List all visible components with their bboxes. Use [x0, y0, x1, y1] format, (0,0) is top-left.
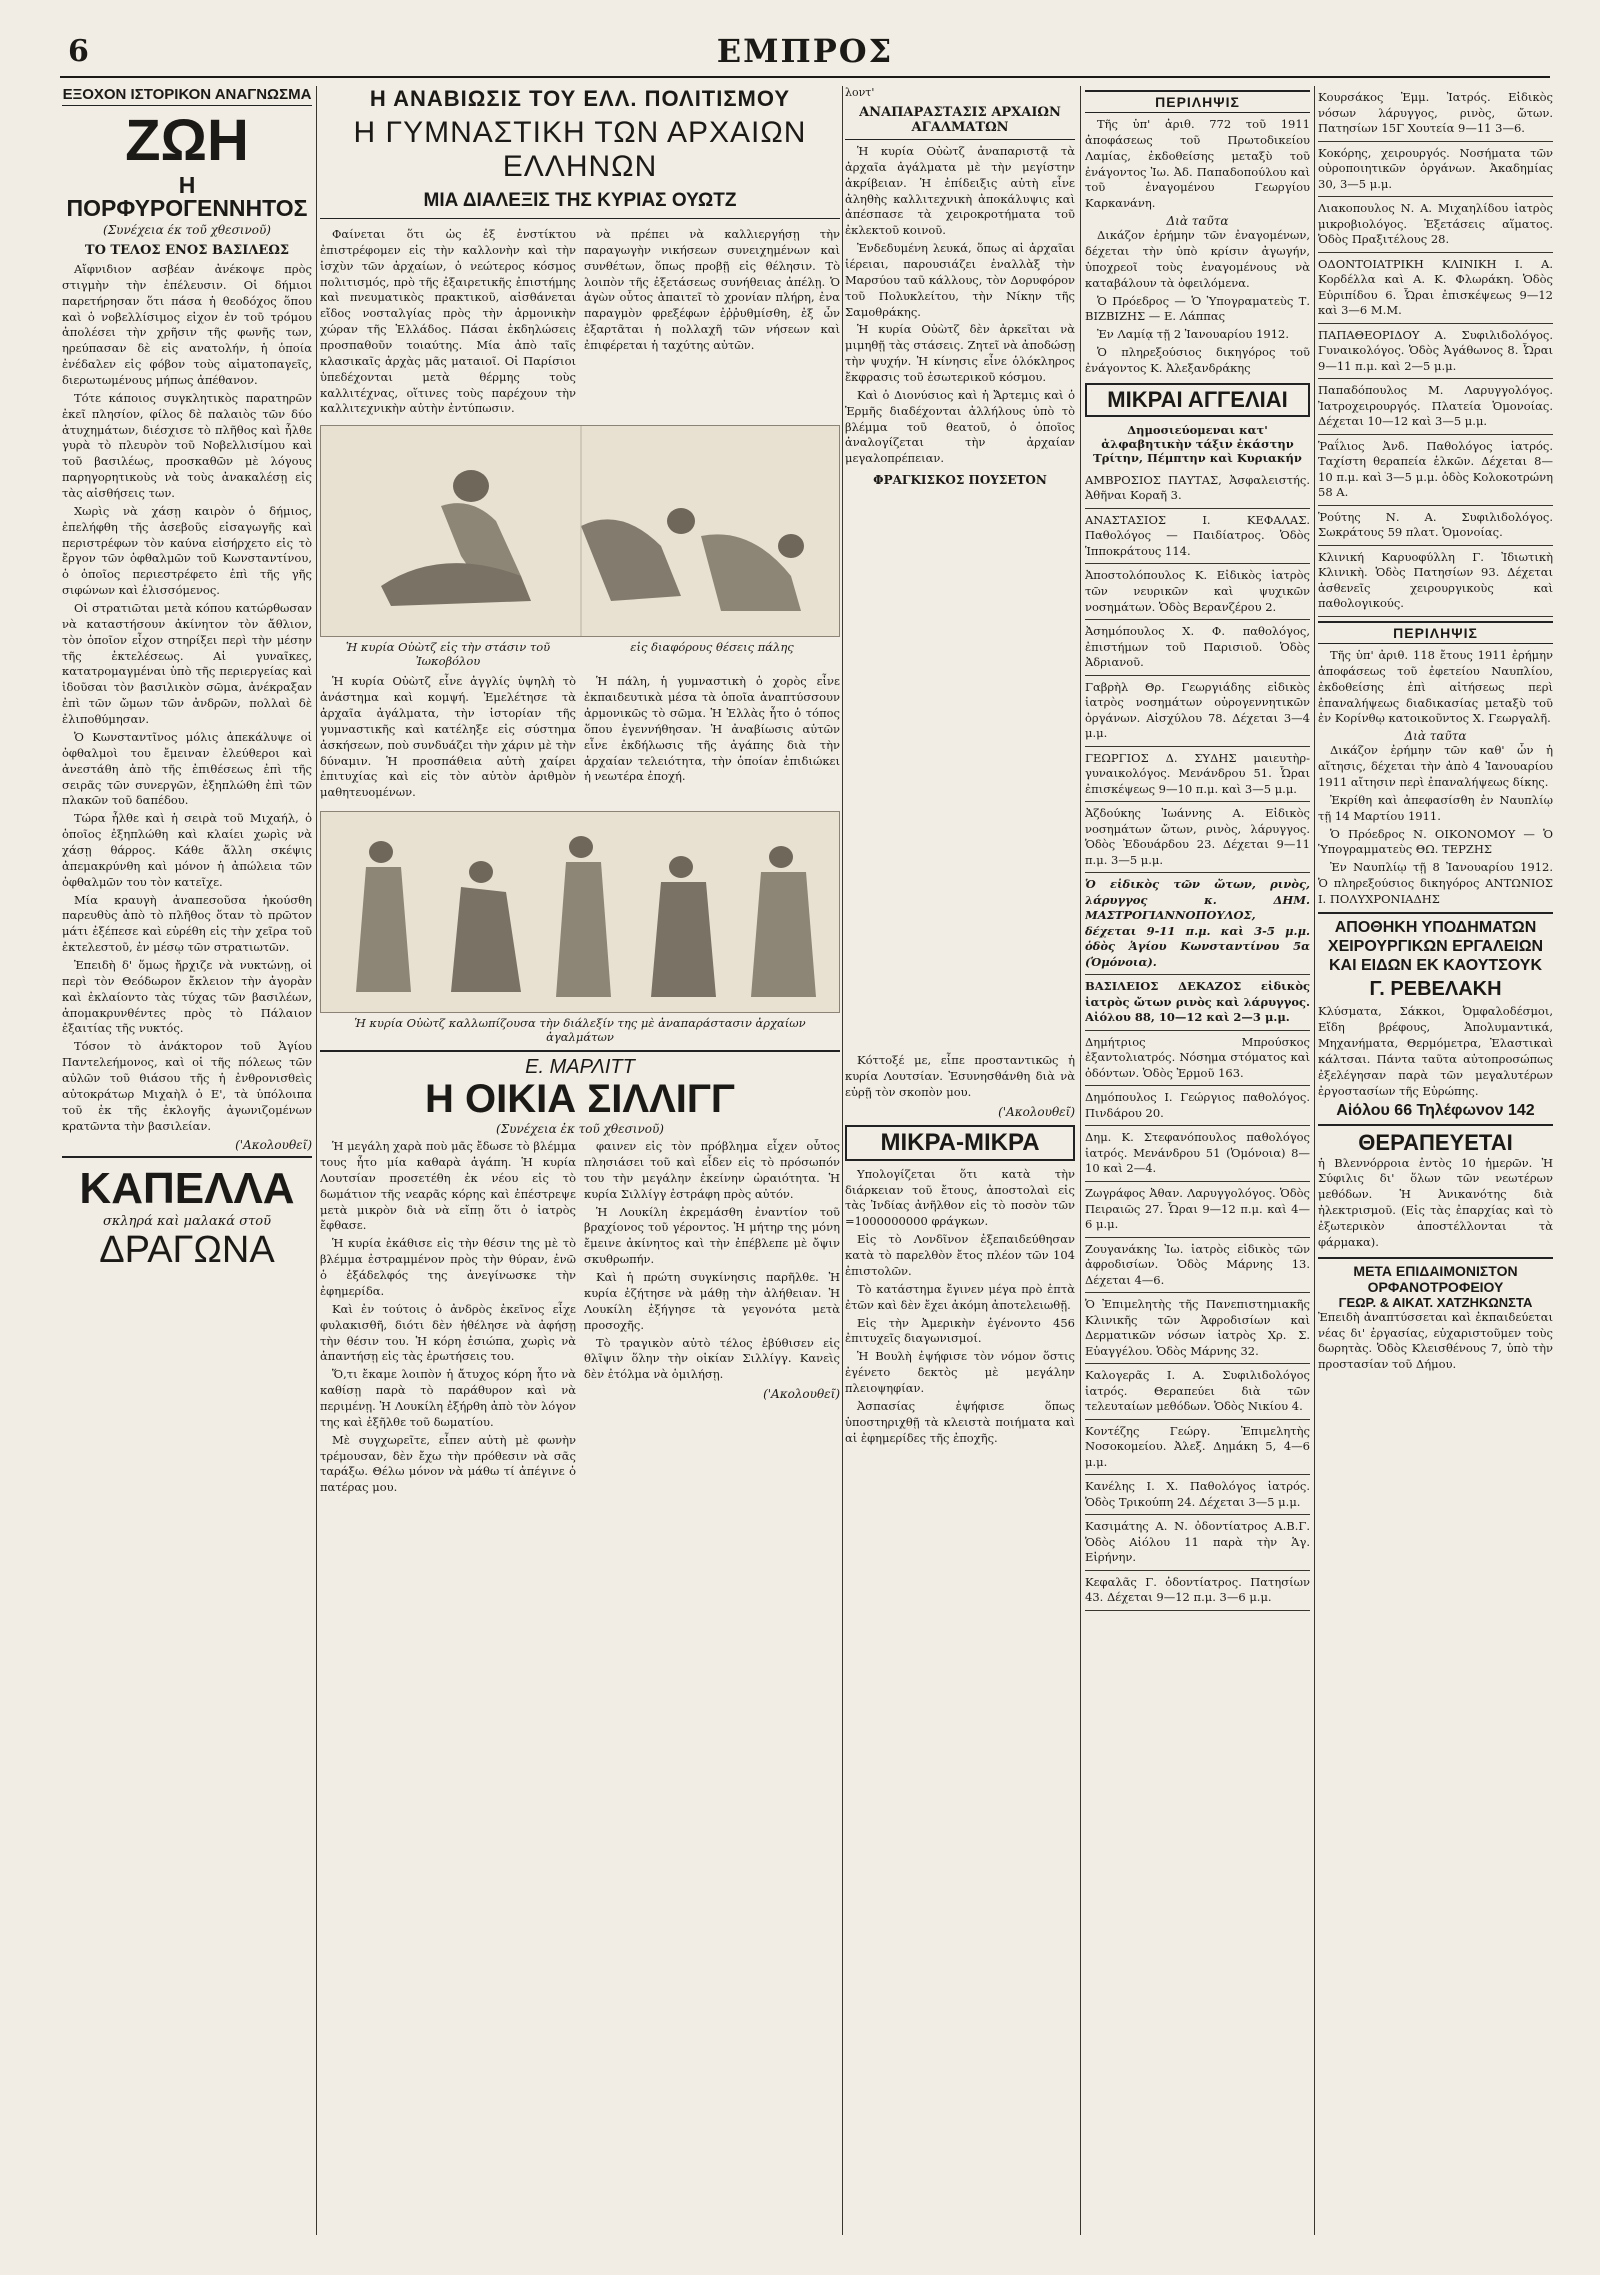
chapter-title: ΤΟ ΤΕΛΟΣ ΕΝΟΣ ΒΑΣΙΛΕΩΣ [84, 243, 290, 258]
wrestling-illustration [321, 426, 840, 636]
shoe-ad-text: Κλύσματα, Σάκκοι, Ὀμφαλοδέσμοι, Εἴδη βρέφους, Ἀπολυμαντικά, Μηχανήματα, Θερμόμετρα, Ἐλαστικαὶ κάλτσαι. Πάντα ταῦτα αὐτοπροσώπως ἐξελέγησαν παρὰ τῶν μεγαλυτέρων ἐργοστασίων τῆς Εὐρώπης. [1318, 1004, 1553, 1098]
novel-text [320, 1139, 840, 1498]
classified-ad: Κεφαλᾶς Γ. ὀδοντίατρος. Πατησίων 43. Δέχεται 9—12 π.μ. 3—6 μ.μ. [1085, 1571, 1310, 1611]
article-paragraph: Ἐπειδὴ δ' ὅμως ἤρχιζε νὰ νυκτώνῃ, οἱ περὶ τὸν Θεόδωρον ἔκλειον τὴν ἀγορὰν καὶ ἐκλαίοντο τὰς τύχας τῶν βασιλέων, ἀπομακρυνθέντες πρὸς τὸ Πάλαιον ἐξαιτίας τῆς νυκτός. [62, 957, 312, 1036]
article-paragraph: Φαίνεται ὅτι ὡς ἐξ ἐνστίκτου ἐπιστρέφομεν εἰς τὴν καλλονὴν καὶ τὴν ἰσχὺν τῶν ἀρχαίων, ὁ νεώτερος κόσμος πολιτισμός, πρὸ τῆς ἐξαιρετικῆς ἐπιστήμης καὶ πνευματικὸς πρακτικοῦ, αἰσθάνεται εἴδος νοσταλγίας πρὸς τὴν ἁρμονικὴν χώραν τῆς Ἑλλάδος. Πάσαι ἐκδηλώσεις προσπαθοῦν τοιαύτης. Μία ἀπὸ ταῖς κλασικαῖς ἀρχὰς μᾶς ματαιοῖ. Οἱ Παρίσιοι ὑπεδέχονται μετὰ θέρμης τοὺς καλλιτέχνας, οἵτινες τοὺς παρέχουν τὴν καλλιτεχνικὴν αὐτὴν ἐντύπωσιν. [320, 227, 576, 416]
novel-paragraph: Μὲ συγχωρεῖτε, εἶπεν αὐτὴ μὲ φωνὴν τρέμουσαν, δὲν ἔχω τὴν πρόθεσιν νὰ σᾶς ταράξω. Θέλω μόνον νὰ μάθω τί ἀπέγινε ὁ πατέρας μου. [320, 1432, 576, 1495]
article-paragraph: Ἡ κυρία Οὐὼτζ δὲν ἀρκεῖται νὰ μιμηθῇ τὰς στάσεις. Ζητεῖ νὰ ἀποδώσῃ τὴν ψυχήν. Ἡ κίνησις εἶνε ὁλόκληρος ἔκφρασις τοῦ ἐσωτερικοῦ κόσμου. [845, 322, 1075, 385]
article-subheadline: ΜΙΑ ΔΙΑΛΕΞΙΣ ΤΗΣ ΚΥΡΙΑΣ ΟΥΩΤΖ [320, 190, 840, 219]
notice-text: Τῆς ὑπ' ἀριθ. 118 ἔτους 1911 ἐρήμην ἀποφάσεως τοῦ ἐφετείου Ναυπλίου, ἐκδοθείσης ἐπὶ αἰτήσεως περὶ ἐπαναλήψεως διαδικασίας μεταξὺ τοῦ ἐν Κορίνθῳ κατοικοῦντος Χ. Γεωργαλῆ. [1318, 647, 1553, 726]
article-byline: ΦΡΑΓΚΙΣΚΟΣ ΠΟΥΣΕΤΟΝ [873, 473, 1047, 488]
classified-ad: Ἀποστολόπουλος Κ. Εἰδικὸς ἰατρὸς τῶν νευρικῶν καὶ ψυχικῶν νοσημάτων. Ὁδὸς Βερανζέρου 2. [1085, 564, 1310, 620]
column-ads [1318, 86, 1553, 2235]
article-paragraph: Αἴφνιδιον ασβέαν ἀνέκοψε πρὸς στιγμὴν τὴν ἐπέλευσιν. Οἱ δήμιοι παρετήρησαν ὅτι πάσα ἡ θεοδόχος ὅπου καὶ ὁ νοβελλίσιμος εἰχον ἐν τοῦ τρόμου ἀπολέσει τὴν χρῆσιν τῆς φωνῆς των, ηρεύπασαν δὲ εἰς ανατολήν, ἡ ὁποία ἐνέδαλεν εἰς φόβον τοὺς αἱματοπαγεῖς, διερωτωμένους μήπως ἀπέθανον. [62, 262, 312, 388]
continued-note: ('Ακολουθεῖ) [235, 1138, 312, 1153]
notice-text: Δικάζον ἐρήμην τῶν καθ' ὧν ἡ αἴτησις, δέχεται τὴν ἀπὸ 4 Ἰανουαρίου 1911 αἴτησιν περὶ ἐπαναλήψεως δίκης. [1318, 743, 1553, 789]
classified-ad: ΒΑΣΙΛΕΙΟΣ ΔΕΚΑΖΟΣ εἰδικὸς ἰατρὸς ὤτων ρινὸς καὶ λάρυγγος. Αἰόλου 88, 10—12 καὶ 2—3 μ.μ. [1085, 975, 1310, 1031]
article-paragraph: Ὁ Κωνσταντῖνος μόλις ἀπεκάλυψε οἱ ὀφθαλμοὶ του ἔμειναν ἐλεύθεροι καὶ ἀνεστάθη ἀπὸ τῆς ἐπιθέσεως ἐπὶ τῆς σειρᾶς τῶν συνεργῶν, ἐξηπλώθη ἐπὶ τῶν πλακῶν τοῦ δαπέδου. [62, 729, 312, 808]
ad-shop-name: ΔΡΑΓΩΝΑ [99, 1229, 275, 1272]
classified-ad: Ζωγράφος Ἀθαν. Λαρυγγολόγος. Ὁδὸς Πειραιῶς 27. Ὧραι 9—12 π.μ. καὶ 4—6 μ.μ. [1085, 1182, 1310, 1238]
classified-ad: ΓΕΩΡΓΙΟΣ Δ. ΣΥΔΗΣ μαιευτὴρ-γυναικολόγος. Μενάνδρου 51. Ὧραι ἐπισκέψεως 9—10 π.μ. καὶ 3—5 μ.μ. [1085, 747, 1310, 803]
statues-title: ΑΝΑΠΑΡΑΣΤΑΣΙΣ ΑΡΧΑΙΩΝ ΑΓΑΛΜΑΤΩΝ [845, 105, 1075, 140]
column-rule [842, 86, 843, 2235]
mikra-item: Ἀσπασίας ἐψήφισε ὅπως ὑποστηριχθῇ τὰ κλειστὰ ποιήματα καὶ αἱ ἐφημερίδες τῆς ἐποχῆς. [845, 1398, 1075, 1445]
novel-paragraph: Καὶ ἐν τούτοις ὁ ἀνδρὸς ἐκεῖνος εἶχε φυλακισθῆ, διότι δὲν ἠθέλησε νὰ ἀφήσῃ τὴν θέσιν του. Ἡ κόρη ἐσιώπα, χωρὶς νὰ ἀπαντήσῃ εἰς τὰς ἐρωτήσεις του. [320, 1301, 576, 1364]
article-paragraph: Οἱ στρατιῶται μετὰ κόπου κατώρθωσαν νὰ καταστήσουν ἀκίνητον τὸν ἄθλιον, τὸν ὁποῖον εἶχον στηρίξει περὶ τὴν μέσην τῆς ἐκτελέσεως. Αἱ γυναῖκες, κατατρομαγμέναι ὑπὸ τῆς περιεργείας καὶ ἰδοῦσαι τὸν βασιλικὸν σῶμα, ἀνέκραξαν ἐπὶ τῶν ὤμων τῶν ἀνδρῶν, πολλαὶ δὲ ἐλιποθύμησαν. [62, 601, 312, 727]
serial-title-main: ΖΩΗ [125, 108, 249, 173]
novel-serial [320, 1050, 840, 1498]
continued-note: ('Ακολουθεῖ) [998, 1104, 1075, 1119]
hat-advertisement [62, 1156, 312, 1272]
article-paragraph: Ἡ πάλη, ἡ γυμναστικὴ ὁ χορὸς εἶνε ἐκπαιδευτικὰ μέσα τὰ ὁποῖα ἀναπτύσσουν ἀρμονικῶς τὸ σῶμα. Ἡ Ἑλλὰς ἦτο ὁ τόπος ὅπου ἐγεννήθησαν. Ἡ ἀναβίωσις αὐτῶν εἶνε ἐκδήλωσις τῆς ἀγάπης διὰ τὴν ἀρχαίαν τελειότητα, τὴν ὁποίαν ἐπιδιώκει ἡ νεωτέρα ἐποχή. [584, 674, 840, 784]
article-paragraph: νὰ πρέπει νὰ καλλιεργήσῃ τὴν παραγωγὴν νικήσεων συνειχημένων καὶ συνθέτων, ὅπως προβῇ εἰς θέλησιν. Τὸ λοιπὸν τῆς ἐξετάσεως συνήθειας ἀπέλῃ. Ὁ ἀγὼν οὗτος ἀπαιτεῖ τὸ χρονίαν πλήρη, ἐνα παραγμὸν φρεξέφων ἐῤῥυθμίσθη, ἐξ ὧν ἐξαρτᾶται ἡ πολλαχῆ τῶν νήσεων καὶ ἐπιφέρεται ἡ ταχύτης αὐτῶν. [584, 227, 840, 353]
serial-title-sub: Η ΠΟΡΦΥΡΟΓΕΝΝΗΤΟΣ [66, 172, 308, 221]
article-text-middle [320, 674, 840, 803]
shoe-ad-address: Αἰόλου 66 Τηλέφωνον 142 [1336, 1101, 1535, 1119]
photo-caption: Ἡ κυρία Οὐὼτζ καλλωπίζουσα τὴν διάλεξίν της μὲ ἀναπαράστασιν ἀρχαίων ἀγαλμάτων [354, 1016, 806, 1045]
novel-paragraph: Καὶ ἡ πρώτη συγκίνησις παρῆλθε. Ἡ κυρία ἐζήτησε νὰ μάθῃ τὴν ἀλήθειαν. Ἡ Λουκίλη ἐξήγησε τὰ γεγονότα μετὰ προσοχῆς. [584, 1270, 840, 1332]
masthead [60, 28, 1550, 78]
classified-ad: Κοντέζης Γεώργ. Ἐπιμελητὴς Νοσοκομείου. Ἀλεξ. Δημάκη 5, 4—6 μ.μ. [1085, 1420, 1310, 1476]
notice-text: Ἐν Λαμίᾳ τῇ 2 Ἰανουαρίου 1912. [1097, 327, 1290, 342]
classifieds-title: ΜΙΚΡΑΙ ΑΓΓΕΛΙΑΙ [1085, 383, 1310, 417]
column-gymnastics-article [320, 86, 840, 2235]
periliipsis-title: ΠΕΡΙΛΗΨΙΣ [1318, 621, 1553, 644]
classified-ad: Κανέλης Ι. Χ. Παθολόγος ἰατρός. Ὁδὸς Τρικούπη 24. Δέχεται 3—5 μ.μ. [1085, 1475, 1310, 1515]
mikra-item: Εἰς τὸ Λονδῖνον ἐξεπαιδεύθησαν κατὰ τὸ παρελθὸν ἔτος πλέον τῶν 104 ἐπιστολῶν. [845, 1232, 1075, 1278]
classified-ad: Κουρσάκος Ἐμμ. Ἰατρός. Εἰδικὸς νόσων λάρυγγος, ρινὸς, ὤτων. Πατησίων 15Γ Χουτεία 9—11 3—6. [1318, 86, 1553, 142]
column-notices [1085, 86, 1310, 2235]
article-paragraph: Καὶ ὁ Διονύσιος καὶ ἡ Ἄρτεμις καὶ ὁ Ἑρμῆς διαδέχονται ἀλλήλους ὑπὸ τὸ βλέμμα τοῦ θεατοῦ, ὁ ὁποῖος ἀναλογίζεται τὴν ἀρχαίαν μεγαλοπρέπειαν. [845, 387, 1075, 466]
classified-ad: Ῥαΐλιος Ἀνδ. Παθολόγος ἰατρός. Ταχίστη θεραπεία ἑλκῶν. Δέχεται 8—10 π.μ. καὶ 3—5 μ.μ. ὁδὸς Κολοκοτρώνη 58 Α. [1318, 435, 1553, 506]
novel-title: Η ΟΙΚΙΑ ΣΙΛΛΙΓΓ [425, 1077, 735, 1122]
shoe-store-ad [1318, 912, 1553, 1126]
continued-note: ('Ακολουθεῖ) [763, 1387, 840, 1402]
novel-author: Ε. ΜΑΡΛΙΤΤ [525, 1056, 635, 1079]
column-label: λοντ' [845, 86, 875, 99]
notice-text: Ὁ Πρόεδρος Ν. ΟΙΚΟΝΟΜΟΥ — Ὁ Ὑπογραμματεὺς ΘΩ. ΤΕΡΖΗΣ [1318, 826, 1553, 857]
photo-captions [320, 637, 840, 674]
column-historical-serial [62, 86, 312, 2235]
ad-text: σκληρά καὶ μαλακά στοῦ [103, 1214, 271, 1230]
classified-ad: Δημόπουλος Ι. Γεώργιος παθολόγος. Πινδάρου 20. [1085, 1086, 1310, 1126]
mikra-item: Εἰς τὴν Ἀμερικὴν ἐγένοντο 456 ἐπιτυχεῖς διαγωνισμοί. [845, 1315, 1075, 1346]
column-rule [1080, 86, 1081, 2235]
classified-ad: Δημ. Κ. Στεφανόπουλος παθολόγος ἰατρός. Μενάνδρου 51 (Ὁμόνοια) 8—10 καὶ 2—4. [1085, 1126, 1310, 1182]
column-statues [845, 86, 1075, 2235]
article-paragraph: Ἡ κυρία Οὐὼτζ ἀναπαριστᾷ τὰ ἀρχαῖα ἀγάλματα μὲ τὴν μεγίστην ἀκρίβειαν. Ἡ ἐπίδειξις αὐτὴ εἶνε ἀληθὴς καλλιτεχνικὴ ἀποκάλυψις καὶ ἀπέσπασε τὰ χειροκροτήματα τοῦ ἐκλεκτοῦ κοινοῦ. [845, 144, 1075, 238]
article-paragraph: Χωρὶς νὰ χάσῃ καιρὸν ὁ δήμιος, ἐπελήφθη τῆς ἀσεβοῦς εἰσαγωγῆς καὶ περιστρέφων τὸν καύνα εἰσήρχετο εἰς τὸ ἔργον τῶν ὀφθαλμῶν τοῦ Κωνσταντίνου, ὁ ὁποῖος περιεστρέφετο ἐπὶ τῆς γῆς σιφώνων καὶ ἑλισσόμενος. [62, 503, 312, 598]
photo-caption: εἰς διαφόρους θέσεις πάλης [630, 640, 794, 655]
classified-ad: ΠΑΠΑΘΕΟΡΙΔΟΥ Α. Συφιλιδολόγος. Γυναικολόγος. Ὁδὸς Ἀγάθωνος 8. Ὧραι 9—11 π.μ. καὶ 2—5 μ.μ. [1318, 324, 1553, 380]
notice-text: Ἐν Ναυπλίῳ τῇ 8 Ἰανουαρίου 1912. Ὁ πληρεξούσιος δικηγόρος ΑΝΤΩΝΙΟΣ Ι. ΠΟΛΥΧΡΟΝΙΑΔΗΣ [1318, 860, 1553, 906]
article-overline: Η ΑΝΑΒΙΩΣΙΣ ΤΟΥ ΕΛΛ. ΠΟΛΙΤΙΣΜΟΥ [369, 86, 791, 111]
notice-text: Ὁ Πρόεδρος — Ὁ Ὑπογραματεὺς Τ. ΒΙΖΒΙΖΗΣ — Ε. Λάππας [1085, 293, 1310, 324]
photo-statue-poses [320, 811, 840, 1013]
classifieds-subtitle: Δημοσιεύομεναι κατ' ἀλφαβητικὴν τάξιν ἑκάστην Τρίτην, Πέμπτην καὶ Κυριακήν [1093, 422, 1302, 465]
article-headline: Η ΓΥΜΝΑΣΤΙΚΗ ΤΩΝ ΑΡΧΑΙΩΝ ΕΛΛΗΝΩΝ [353, 116, 807, 183]
classified-ad: Ἀζδούκης Ἰωάννης Α. Εἰδικὸς νοσημάτων ὤτων, ρινὸς, λάρυγγος. Ὁδὸς Ἐδουάρδου 23. Δέχεται 9—11 π.μ. 3—5 μ.μ. [1085, 802, 1310, 873]
novel-paragraph: Ἡ Λουκίλη ἐκρεμάσθη ἐναντίον τοῦ βραχίονος τοῦ γέροντος. Ἡ μήτηρ της μόνη ἔμεινε ἀκίνητος καὶ τὴν ἐπέβλεπε μὲ ὄψιν σκυθρωπήν. [584, 1204, 840, 1267]
notice-text: Ἐκρίθη καὶ ἀπεφασίσθη ἐν Ναυπλίῳ τῇ 14 Μαρτίου 1911. [1318, 792, 1553, 823]
clinic-ad-text: ἡ Βλεννόρροια ἐντὸς 10 ἡμερῶν. Ἡ Σύφιλις δι' ὅλων τῶν νεωτέρων μεθόδων. Ἡ Ἀνικανότης διὰ ἠλεκτρισμοῦ. (Εἰς τὰς ἐπαρχίας καὶ τὸ ἐξωτερικὸν ἀποστέλλονται τὰ φάρμακα). [1318, 1155, 1553, 1249]
ad-title: ΚΑΠΕΛΛΑ [79, 1164, 295, 1214]
classified-ad: Γαβρὴλ Θρ. Γεωργιάδης εἰδικὸς ἰατρὸς νοσημάτων οὐρογεννητικῶν ὀργάνων. Αἰσχύλου 78. Δέχεται 3—4 μ.μ. [1085, 676, 1310, 747]
classified-ad: Ζουγανάκης Ἰω. ἰατρὸς εἰδικὸς τῶν ἀφροδισίων. Ὁδὸς Μάρνης 13. Δέχεται 4—6. [1085, 1238, 1310, 1294]
spacer-under-photo [845, 493, 1075, 1053]
column-rule [316, 86, 317, 2235]
clinic-ad-title: ΘΕΡΑΠΕΥΕΤΑΙ [1358, 1129, 1513, 1155]
orphanage-ad-title: ΜΕΤΑ ΕΠΙΔΑΙΜΟΝΙΣΤΟΝ ΟΡΦΑΝΟΤΡΟΦΕΙΟΥ [1353, 1262, 1518, 1295]
orphanage-ad-name: ΓΕΩΡ. & ΑΙΚΑΤ. ΧΑΤΖΗΚΩΝΣΤΑ [1338, 1294, 1533, 1310]
novel-paragraph: Τὸ τραγικὸν αὐτὸ τέλος ἐβύθισεν εἰς θλῖψιν ὅλην τὴν οἰκίαν Σιλλίγγ. Κανεὶς δὲν ἐτόλμα νὰ ὁμιλήσῃ. [584, 1335, 840, 1382]
clinic-ad [1318, 1126, 1553, 1259]
article-paragraph: Ἐνδεδυμένη λευκά, ὅπως αἱ ἀρχαῖαι ἱέρειαι, παρουσιάζει ἐναλλὰξ τὴν Μαρσύου ταῦ κάλλους, τὸν Δορυφόρον τοῦ Πολυκλείτου, τὴν Νίκην τῆς Σαμοθράκης. [845, 241, 1075, 319]
article-paragraph: Ἡ κυρία Οὐὼτζ εἶνε ἀγγλίς ὑψηλὴ τὸ ἀνάστημα καὶ κομψή. Ἐμελέτησε τὰ ἀρχαῖα ἀγάλματα, τὴν ἱστορίαν τῆς γυμναστικῆς καὶ κατέληξε εἰς σύστημα ἀσκήσεων, ποὺ συνδυάζει τὴν χάριν μὲ τὴν δύναμιν. Ἡ προσπάθεια αὐτὴ χαίρει ἐπιτυχίας καὶ εἰς τὸν αὐτὸν ἀριθμὸν μαθητευομένων. [320, 674, 576, 800]
photo-wrestling-figures [320, 425, 840, 637]
photo-caption: Ἡ κυρία Οὐὼτζ εἰς τὴν στάσιν τοῦ Ἰωκοβόλου [345, 640, 551, 669]
classified-ad: Ἀσημόπουλος Χ. Φ. παθολόγος, ἐπιστήμων τοῦ Παρισιοῦ. Ὁδὸς Ἀδριανοῦ. [1085, 620, 1310, 676]
classified-ad: Ῥούτης Ν. Α. Συφιλιδολόγος. Σωκράτους 59 πλατ. Ὁμονοίας. [1318, 506, 1553, 546]
novel-paragraph: Ἡ κυρία ἐκάθισε εἰς τὴν θέσιν της μὲ τὸ βλέμμα ἐστραμμένον πρὸς τὴν θύραν, ἐνῶ ὁ ἐξάδελφός της ἀνεγίνωσκε τὴν ἐφημερίδα. [320, 1236, 576, 1298]
article-paragraph: Τόσον τὸ ἀνάκτορον τοῦ Ἁγίου Παντελεήμονος, καὶ οἱ τῆς πόλεως τῶν αὐλῶν τοῦ θιάσου τῆς ἡ ἐνθρονισθεὶς αὐτοκράτωρ Μιχαὴλ ὁ Ε', τὰ ὑπόλοιπα τοῦ ἐκ τῆς ἐκλογῆς ἀγωνιζομένων κρατῶντα τὴν βασιλείαν. [62, 1039, 312, 1133]
shoe-ad-title: ΑΠΟΘΗΚΗ ΥΠΟΔΗΜΑΤΩΝ ΧΕΙΡΟΥΡΓΙΚΩΝ ΕΡΓΑΛΕΙΩΝ ΚΑΙ ΕΙΔΩΝ ΕΚ ΚΑΟΥΤΣΟΥΚ [1327, 918, 1544, 975]
article-paragraph: Κόττοξέ με, εἶπε προσταντικῶς ἡ κυρία Λουτσίαν. Ἐσυνησθάνθη διὰ νὰ εὐρῇ τὸν σκοπὸν μου. [845, 1053, 1075, 1099]
mikra-item: Τὸ κατάστημα ἔγινεν μέγα πρὸ ἑπτὰ ἐτῶν καὶ δὲν ἔχει ἀκόμη ἀποτελειωθῇ. [845, 1281, 1075, 1312]
novel-paragraph: Ἡ μεγάλη χαρὰ ποὺ μᾶς ἔδωσε τὸ βλέμμα τους ἦτο μία καθαρὰ ἀγάπη. Ἡ κυρία Λουτσίαν προσετέθη ἐκ νέου εἰς τὸ δωμάτιον τῆς νεαρᾶς κόρης καὶ ἐπέστρεψε μετὰ μικρὸν διὰ νὰ εἴπῃ ὅτι ὁ ἰατρὸς ἔφθασε. [320, 1139, 576, 1233]
column-rule [1314, 86, 1315, 2235]
article-paragraph: Μία κραυγὴ ἀναπεσοῦσα ἠκούσθη παρευθὺς ἀπὸ τὸ πλῆθος ὅταν τὸ πρῶτον μάτι ἐξέπεσε καὶ εὑρέθη εἰς τὴν χεῖρα τοῦ ἐκτελεστοῦ, ἐν μέσῳ τῶν στρατιωτῶν. [62, 892, 312, 955]
serial-kicker: ΕΞΟΧΟΝ ΙΣΤΟΡΙΚΟΝ ΑΝΑΓΝΩΣΜΑ [62, 86, 312, 106]
statue-illustration [321, 812, 840, 1012]
mikra-mikra-header: ΜΙΚΡΑ-ΜΙΚΡΑ [845, 1125, 1075, 1161]
article-text-top [320, 227, 840, 419]
novel-paragraph: Ὅ,τι ἔκαμε λοιπὸν ἡ ἄτυχος κόρη ἦτο νὰ καθίσῃ παρὰ τὸ παράθυρον καὶ νὰ περιμένῃ. Ἡ Λουκίλη ἐξήρθη ἀπὸ τὸν λόγον της καὶ ἐξῆλθε τοῦ δωματίου. [320, 1367, 576, 1429]
notice-text: Τῆς ὑπ' ἀριθ. 772 τοῦ 1911 ἀποφάσεως τοῦ Πρωτοδικείου Λαμίας, ἐκδοθείσης μεταξὺ τοῦ ἐνάγοντος Ἰω. Ἀδ. Παπαδοπούλου καὶ τοῦ ἐναγομένου Γεωργίου Καρκανάνη. [1085, 117, 1310, 211]
classified-ad: Ὁ Ἐπιμελητὴς τῆς Πανεπιστημιακῆς Κλινικῆς τῶν Ἀφροδισίων καὶ Δερματικῶν νόσων ἰατρὸς Χρ. Σ. Εὐαγγέλου. Ὁδὸς Μάρνης 32. [1085, 1293, 1310, 1364]
orphanage-ad [1318, 1259, 1553, 1379]
mikra-item: Ἡ Βουλὴ ἐψήφισε τὸν νόμον ὅστις ἐγένετο δεκτὸς μὲ μεγάλην πλειοψηφίαν. [845, 1349, 1075, 1395]
classified-ad: Παπαδόπουλος Μ. Λαρυγγολόγος. Ἰατροχειρουργός. Πλατεία Ὁμονοίας. Δέχεται 10—12 καὶ 3—5 μ.μ. [1318, 379, 1553, 435]
classified-ad: ΑΜΒΡΟΣΙΟΣ ΠΑΥΤΑΣ, Ἀσφαλειστής. Ἀθῆναι Κοραῆ 3. [1085, 469, 1310, 509]
classified-ad: Κασιμάτης Α. Ν. ὀδοντίατρος Α.Β.Γ. Ὁδὸς Αἰόλου 11 παρὰ τὴν Ἁγ. Εἰρήνην. [1085, 1515, 1310, 1571]
classified-ad: Λιακοπουλος Ν. Α. Μιχαηλίδου ἰατρὸς μικροβιολόγος. Ἐξετάσεις αἵματος. Ὁδὸς Πραξιτέλους 28. [1318, 197, 1553, 253]
classified-ad: Κοκόρης, χειρουργός. Νοσήματα τῶν οὐροποιητικῶν ὀργάνων. Ἀκαδημίας 30, 3—5 μ.μ. [1318, 142, 1553, 198]
periliipsis-title: ΠΕΡΙΛΗΨΙΣ [1085, 90, 1310, 113]
novel-continued-from: (Συνέχεια ἐκ τοῦ χθεσινοῦ) [496, 1122, 664, 1137]
shoe-ad-name: Γ. ΡΕΒΕΛΑΚΗ [1369, 978, 1502, 1001]
classified-ad: Ὁ εἰδικὸς τῶν ὤτων, ρινὸς, λάρυγγος κ. ΔΗΜ. ΜΑΣΤΡΟΓΙΑΝΝΟΠΟΥΛΟΣ, δέχεται 9-11 π.μ. καὶ 3-5 μ.μ. ὁδὸς Ἁγίου Κωνσταντίνου 5α (Ὁμόνοια). [1085, 873, 1310, 975]
classified-ad: Κλινική Καρυοφύλλη Γ. Ἰδιωτικὴ Κλινικὴ. Ὁδὸς Πατησίων 93. Δέχεται ἀσθενεῖς χειρουργικοὺς καὶ παθολογικούς. [1318, 546, 1553, 617]
article-paragraph: Τότε κάποιος συγκλητικὸς παρατηρῶν ἐκεῖ πλησίον, φίλος δὲ παλαιὸς τῶν δύο ἀτυχημάτων, διέσχισε τὸ πλῆθος καὶ ἦλθε γυρὰ τὸ πλευρὸν τοῦ Νοβελλισίμου καὶ τοῦ βασιλέως, προσκαθῶν μὲ λόγους παρηγορητικοὺς νὰ τοὺς ἀνακαλέσῃ εἰς τὰς αἰσθήσεις των. [62, 390, 312, 501]
notice-divider: Διὰ ταῦτα [1166, 214, 1229, 229]
notice-text: Ὁ πληρεξούσιος δικηγόρος τοῦ ἐνάγοντος Κ. Ἀλεξανδράκης [1085, 345, 1310, 376]
page-number: 6 [68, 34, 89, 69]
serial-continued-from: (Συνέχεια έκ τοῦ χθεσινοῦ) [103, 223, 271, 237]
notice-text: Δικάζον ἐρήμην τῶν ἐναγομένων, δέχεται τὴν ὑπὸ κρίσιν ἀγωγήν, ὑποχρεοῖ τοὺς ἐναγομένους νὰ καταβάλουν τὰ ὀφειλόμενα. [1085, 228, 1310, 290]
paper-name: ΕΜΠΡΟΣ [716, 32, 894, 70]
article-paragraph: Τώρα ἦλθε καὶ ἡ σειρὰ τοῦ Μιχαήλ, ὁ ὁποῖος ἐξηπλώθη καὶ κλαίει χωρὶς νὰ χάσῃ θάρρος. Κάθε ἄλλη σκέψις ἀπεμακρύνθη καὶ μόνον ἡ ἀπώλεια τῶν ὀφθαλμῶν του τὸν κατεῖχε. [62, 811, 312, 889]
notice-divider: Διὰ ταῦτα [1404, 729, 1467, 744]
classified-ad: ΟΔΟΝΤΟΙΑΤΡΙΚΗ ΚΛΙΝΙΚΗ Ι. Α. Κορδέλλα καὶ Α. Κ. Φλωράκη. Ὁδὸς Εὐριπίδου 6. Ὧραι ἐπισκέψεως 9—12 καὶ 3—6 Μ.Μ. [1318, 253, 1553, 324]
novel-paragraph: φαινεν εἰς τὸν πρόβλημα εἶχεν οὗτος πλησιάσει τοῦ καὶ εἶδεν εἰς τὸ πρόσωπόν του τὴν μεγάλην ἐκείνην ὡραιότητα. Ἡ κυρία Σιλλίγγ ἐστράφη πρὸς αὐτόν. [584, 1139, 840, 1201]
mikra-item: Υπολογίζεται ὅτι κατὰ τὴν διάρκειαν τοῦ ἔτους, ἀποστολαὶ εἰς τὰς Ἰνδίας ἀνῆλθον εἰς τὸ ποσὸν τῶν =1000000000 φράγκων. [845, 1166, 1075, 1229]
classified-ad: Δημήτριος Μπρούσκος ἐξαντολιατρός. Νόσημα στόματος καὶ ὀδόντων. Ὁδὸς Ἑρμοῦ 163. [1085, 1031, 1310, 1087]
classified-ad: ΑΝΑΣΤΑΣΙΟΣ Ι. ΚΕΦΑΛΑΣ. Παθολόγος — Παιδίατρος. Ὁδὸς Ἱπποκράτους 114. [1085, 509, 1310, 565]
classified-ad: Καλογερᾶς Ι. Α. Συφιλιδολόγος ἰατρός. Θεραπεύει διὰ τῶν τελευταίων μεθόδων. Ὁδὸς Νικίου 4. [1085, 1364, 1310, 1420]
orphanage-ad-text: Ἐπειδὴ ἀναπτύσσεται καὶ ἐκπαιδεύεται νέας δι' ἐργασίας, εὐχαριστοῦμεν τοὺς δωρητὰς. Ὁδὸς Κλεισθένους 7, ὑπὸ τὴν προστασίαν τοῦ Δήμου. [1318, 1309, 1553, 1372]
